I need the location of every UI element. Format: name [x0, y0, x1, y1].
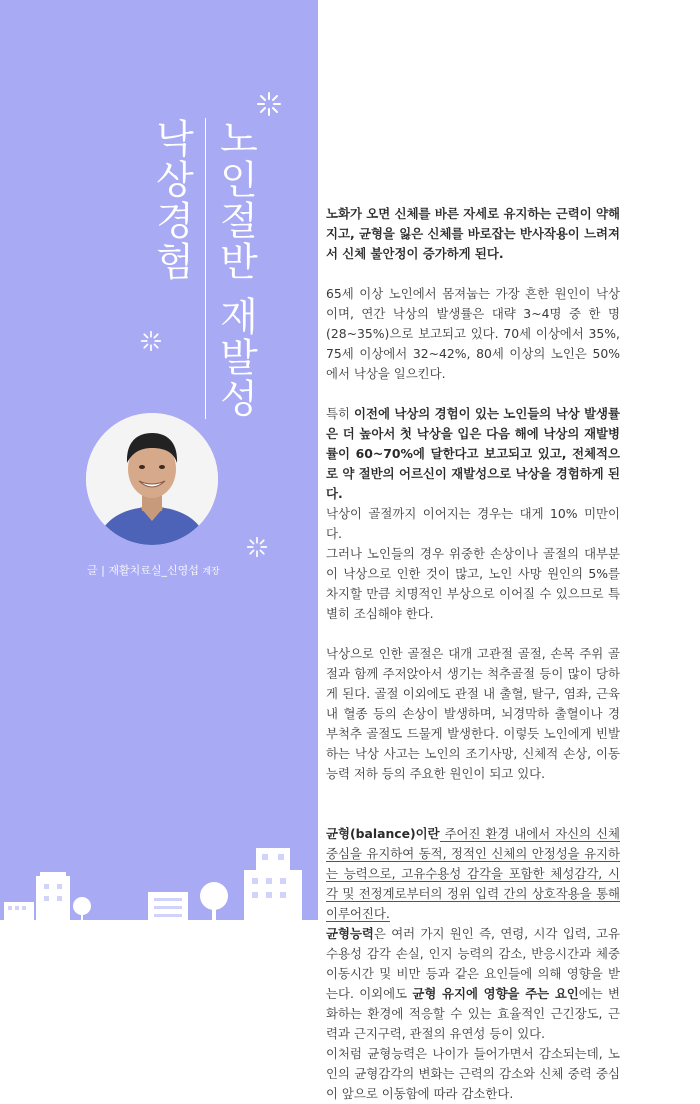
sparkle-icon [256, 91, 282, 117]
article-title: 노인절반 재발성 [205, 118, 255, 419]
paragraph-balance-factors: 균형능력은 여러 가지 원인 즉, 연령, 시각 입력, 고유수용성 감각 손실, 인지 능력의 감소, 반응시간과 체중 이동시간 및 비만 등과 같은 요인들에 의해 영향을 받는다. 이외에도 균형 유지에 영향을 주는 요인에는 변화하는 환경에 적응할 수 있는 효율적인 근긴장도, 근력과 근지구력, 관절의 유연성 등이 있다. [326, 926, 621, 1041]
sparkle-icon [246, 536, 268, 558]
city-skyline-illustration [0, 840, 318, 920]
article-subtitle: 낙상경험 [149, 118, 194, 282]
credit-label: 글 | 재활치료실_신영섭 [87, 564, 199, 577]
author-photo [86, 413, 218, 545]
paragraph-fatal-injury: 그러나 노인들의 경우 위중한 손상이나 골절의 대부분이 낙상으로 인한 것이 많고, 노인 사망 원인의 5%를 차지할 만큼 치명적인 부상으로 이어질 수 있으므로 특별히 조심해야 한다. [326, 546, 620, 621]
paragraph-intro: 노화가 오면 신체를 바른 자세로 유지하는 근력이 약해지고, 균형을 잃은 신체를 바로잡는 반사작용이 느려져서 신체 불안정이 증가하게 된다. [326, 206, 620, 261]
paragraph-balance-aging: 이처럼 균형능력은 나이가 들어가면서 감소되는데, 노인의 균형감각의 변화는 근력의 감소와 신체 중력 중심이 앞으로 이동함에 따라 감소한다. [326, 1046, 620, 1101]
article-body [326, 204, 620, 1104]
paragraph-fall-statistics: 65세 이상 노인에서 몸져눕는 가장 흔한 원인이 낙상이며, 연간 낙상의 발생률은 대략 3~4명 중 한 명 (28~35%)으로 보고되고 있다. 70세 이상에서 35%, 75세 이상에서 32~42%, 80세 이상의 노인은 50%에서 낙상을 일으킨다. [326, 286, 620, 381]
author-credit [87, 562, 220, 578]
paragraph-fracture-types: 낙상으로 인한 골절은 대개 고관절 골절, 손목 주위 골절과 함께 주저앉아서 생기는 척추골절 등이 많이 당하게 된다. 골절 이외에도 관절 내 출혈, 탈구, 염좌, 근육 내 혈종 등의 손상이 발생하며, 뇌경막하 출혈이나 경부척추 골절도 드물게 발생한다. 이렇듯 노인에게 빈발하는 낙상 사고는 노인의 조기사망, 신체적 손상, 이동능력 저하 등의 주요한 원인이 되고 있다. [326, 646, 620, 781]
paragraph-balance-definition: 균형(balance)이란 주어진 환경 내에서 자신의 신체 중심을 유지하여 동적, 정적인 신체의 안정성을 유지하는 능력으로, 고유수용성 감각을 포함한 체성감각, 시각 및 전정계로부터의 정위 입력 간의 상호작용을 통해 이루어진다. [326, 826, 620, 921]
paragraph-recurrence: 특히 이전에 낙상의 경험이 있는 노인들의 낙상 발생률은 더 높아서 첫 낙상을 입은 다음 해에 낙상의 재발병률이 60~70%에 달한다고 보고되고 있고, 전체적으로 약 절반의 어르신이 재발성으로 낙상을 경험하게 된다. [326, 406, 620, 501]
sidebar-panel [0, 0, 318, 920]
credit-role: 계장 [202, 567, 220, 577]
paragraph-fracture-rate: 낙상이 골절까지 이어지는 경우는 대게 10% 미만이다. [326, 506, 620, 541]
sparkle-icon [140, 330, 162, 352]
